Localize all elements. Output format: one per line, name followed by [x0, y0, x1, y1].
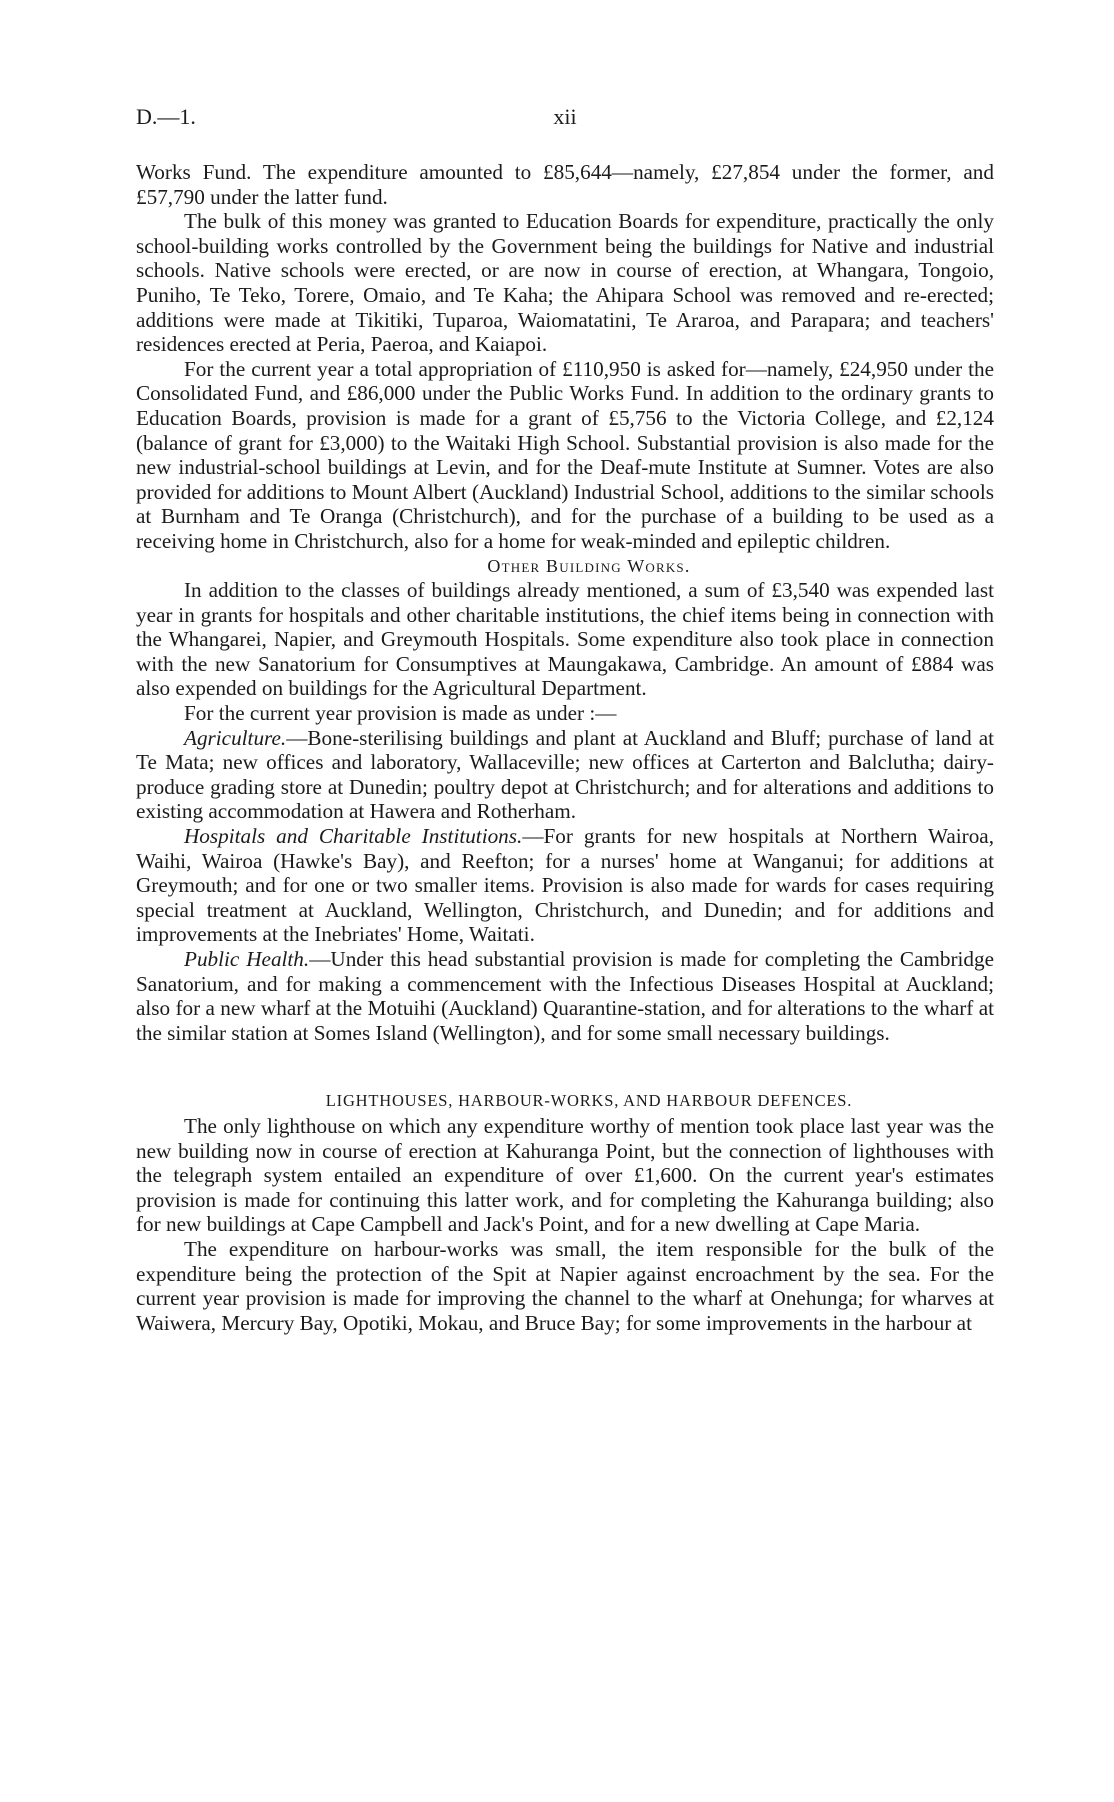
hospitals-text: —For grants for new hospitals at Northern Wairoa, Waihi, Wairoa (Hawke's Bay), and Reefton; for a nurses' home at Wanganui; for additions at Greymouth; and for one or two smaller items. Provision is also made for wards for cases requiring special treatment at Auckland, Wellington, Christchurch, and Dunedin; and for additions and improvements at the Inebriates' Home, Waitati.: [136, 824, 994, 947]
paragraph-hospitals: [136, 824, 994, 947]
paragraph-lighthouses: The only lighthouse on which any expenditure worthy of mention took place last year was the new building now in course of erection at Kahuranga Point, but the connection of lighthouses with the telegraph system entailed an expenditure of over £1,600. On the current year's estimates provision is made for continuing this latter work, and for completing the Kahuranga building; also for new buildings at Cape Campbell and Jack's Point, and for a new dwelling at Cape Maria.: [136, 1113, 994, 1237]
paragraph-agriculture: [136, 726, 994, 824]
section-heading-other-building-works: Other Building Works.: [487, 555, 691, 576]
paragraph-other-intro: In addition to the classes of buildings already mentioned, a sum of £3,540 was expended last year in grants for hospitals and other charitable institutions, the chief items being in connection with the Whangarei, Napier, and Greymouth Hospitals. Some expenditure also took place in connection with the new Sanatorium for Consumptives at Maungakawa, Cambridge. An amount of £884 was also expended on buildings for the Agricultural Department.: [136, 578, 994, 701]
agriculture-text: —Bone-sterilising buildings and plant at Auckland and Bluff; purchase of land at Te Mata; new offices and laboratory, Wallaceville; new offices at Carterton and Balclutha; dairy-produce grading store at Dunedin; poultry depot at Christchurch; and for alterations and additions to existing accommodation at Hawera and Rotherham.: [136, 725, 994, 824]
page-header: [136, 104, 994, 140]
public-health-label: Public Health.: [184, 947, 310, 971]
page-number: xii: [553, 104, 577, 129]
page-reference: D.—1.: [136, 104, 196, 129]
public-health-text: —Under this head substantial provision is made for completing the Cambridge Sanatorium, and for making a commencement with the Infectious Diseases Hospital at Auckland; also for a new wharf at the Motuihi (Auckland) Quarantine-station, and for alterations to the wharf at the similar station at Somes Island (Wellington), and for some small necessary buildings.: [136, 947, 994, 1045]
section-heading-lighthouses: LIGHTHOUSES, HARBOUR-WORKS, AND HARBOUR DEFENCES.: [325, 1091, 853, 1111]
paragraph-current-year-provision: For the current year provision is made as under :—: [184, 701, 617, 726]
hospitals-label: Hospitals and Charitable Institutions.: [184, 824, 523, 849]
paragraph-current-year-appropriation: For the current year a total appropriation of £110,950 is asked for—namely, £24,950 under the Consolidated Fund, and £86,000 under the Public Works Fund. In addition to the ordinary grants to Education Boards, provision is made for a grant of £5,756 to the Victoria College, and £2,124 (balance of grant for £3,000) to the Waitaki High School. Substantial provision is also made for the new industrial-school buildings at Levin, and for the Deaf-mute Institute at Sumner. Votes are also provided for additions to Mount Albert (Auckland) Industrial School, additions to the similar schools at Burnham and Te Oranga (Christchurch), and for the purchase of a building to be used as a receiving home in Christchurch, also for a home for weak-minded and epileptic children.: [136, 356, 994, 553]
page-body: [136, 160, 994, 1335]
paragraph-works-fund: Works Fund. The expenditure amounted to £85,644—namely, £27,854 under the former, and £57,790 under the latter fund.: [136, 160, 994, 209]
agriculture-label: Agriculture.: [184, 725, 287, 750]
paragraph-public-health: [136, 947, 994, 1045]
paragraph-harbour-works: The expenditure on harbour-works was small, the item responsible for the bulk of the expenditure being the protection of the Spit at Napier against encroachment by the sea. For the current year provision is made for improving the channel to the wharf at Onehunga; for wharves at Waiwera, Mercury Bay, Opotiki, Mokau, and Bruce Bay; for some improvements in the harbour at: [136, 1236, 994, 1335]
paragraph-education-boards: The bulk of this money was granted to Education Boards for expenditure, practically the only school-building works controlled by the Government being the buildings for Native and industrial schools. Native schools were erected, or are now in course of erection, at Whangara, Tongoio, Puniho, Te Teko, Torere, Omaio, and Te Kaha; the Ahipara School was removed and re-erected; additions were made at Tikitiki, Tuparoa, Waiomatatini, Te Araroa, and Parapara; and teachers' residences erected at Peria, Paeroa, and Kaiapoi.: [136, 209, 994, 357]
